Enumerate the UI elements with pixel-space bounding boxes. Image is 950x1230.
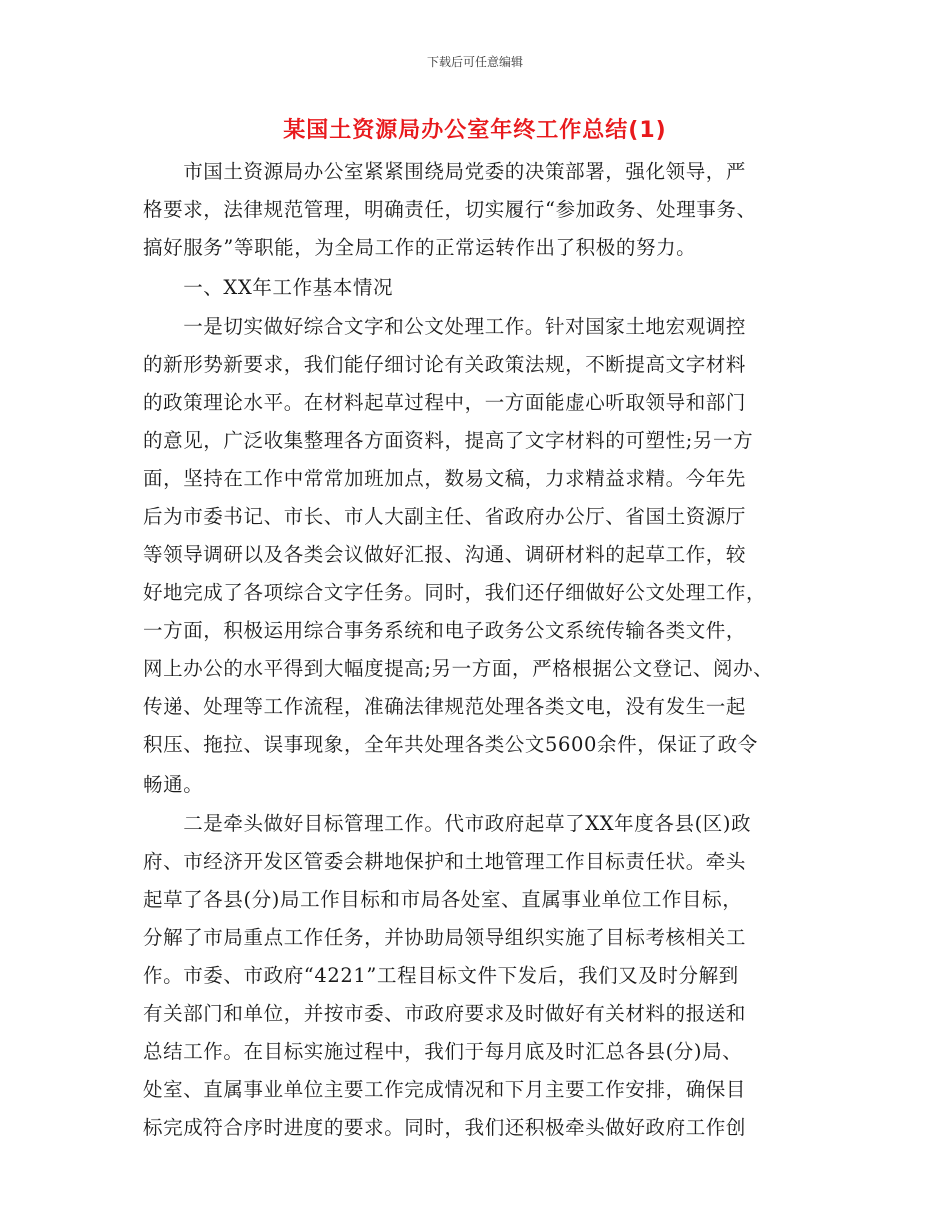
body-line: 府、市经济开发区管委会耕地保护和土地管理工作目标责任状。牵头: [143, 850, 747, 873]
body-line: 面，坚持在工作中常常加班加点，数易文稿，力求精益求精。今年先: [143, 467, 747, 490]
body-line: 积压、拖拉、误事现象，全年共处理各类公文5600余件，保证了政令: [143, 733, 758, 756]
body-line: 等领导调研以及各类会议做好汇报、沟通、调研材料的起草工作，较: [143, 543, 747, 566]
body-line: 二是牵头做好目标管理工作。代市政府起草了XX年度各县(区)政: [143, 812, 752, 835]
page-header-note: 下载后可任意编辑: [426, 55, 523, 69]
document-title: 某国土资源局办公室年终工作总结(1): [283, 118, 667, 143]
body-line: 的新形势新要求，我们能仔细讨论有关政策法规，不断提高文字材料: [143, 353, 747, 376]
body-line: 分解了市局重点工作任务，并协助局领导组织实施了目标考核相关工: [143, 926, 747, 949]
body-line: 一是切实做好综合文字和公文处理工作。针对国家土地宏观调控: [143, 315, 747, 338]
body-line: 好地完成了各项综合文字任务。同时，我们还仔细做好公文处理工作，: [143, 581, 767, 604]
body-line: 后为市委书记、市长、市人大副主任、省政府办公厅、省国土资源厅: [143, 505, 747, 528]
body-line: 格要求，法律规范管理，明确责任，切实履行“参加政务、处理事务、: [143, 198, 757, 221]
section-heading: 一、XX年工作基本情况: [143, 276, 394, 299]
body-line: 一方面，积极运用综合事务系统和电子政务公文系统传输各类文件，: [143, 619, 747, 642]
body-line: 处室、直属事业单位主要工作完成情况和下月主要工作安排，确保目: [143, 1078, 747, 1101]
body-line: 有关部门和单位，并按市委、市政府要求及时做好有关材料的报送和: [143, 1002, 747, 1025]
body-line: 网上办公的水平得到大幅度提高;另一方面，严格根据公文登记、阅办、: [143, 657, 774, 680]
body-line: 搞好服务”等职能，为全局工作的正常运转作出了积极的努力。: [143, 236, 697, 259]
body-line: 标完成符合序时进度的要求。同时，我们还积极牵头做好政府工作创: [143, 1116, 747, 1139]
body-line: 的意见，广泛收集整理各方面资料，提高了文字材料的可塑性;另一方: [143, 429, 754, 452]
body-line: 作。市委、市政府“4221”工程目标文件下发后，我们又及时分解到: [143, 964, 739, 987]
body-line: 的政策理论水平。在材料起草过程中，一方面能虚心听取领导和部门: [143, 391, 747, 414]
body-line: 传递、处理等工作流程，准确法律规范处理各类文电，没有发生一起: [143, 695, 747, 718]
body-line: 市国土资源局办公室紧紧围绕局党委的决策部署，强化领导，严: [143, 160, 747, 183]
body-line: 畅通。: [143, 773, 204, 796]
document-body: [143, 153, 823, 1147]
body-line: 起草了各县(分)局工作目标和市局各处室、直属事业单位工作目标，: [143, 888, 743, 911]
body-line: 总结工作。在目标实施过程中，我们于每月底及时汇总各县(分)局、: [143, 1040, 743, 1063]
